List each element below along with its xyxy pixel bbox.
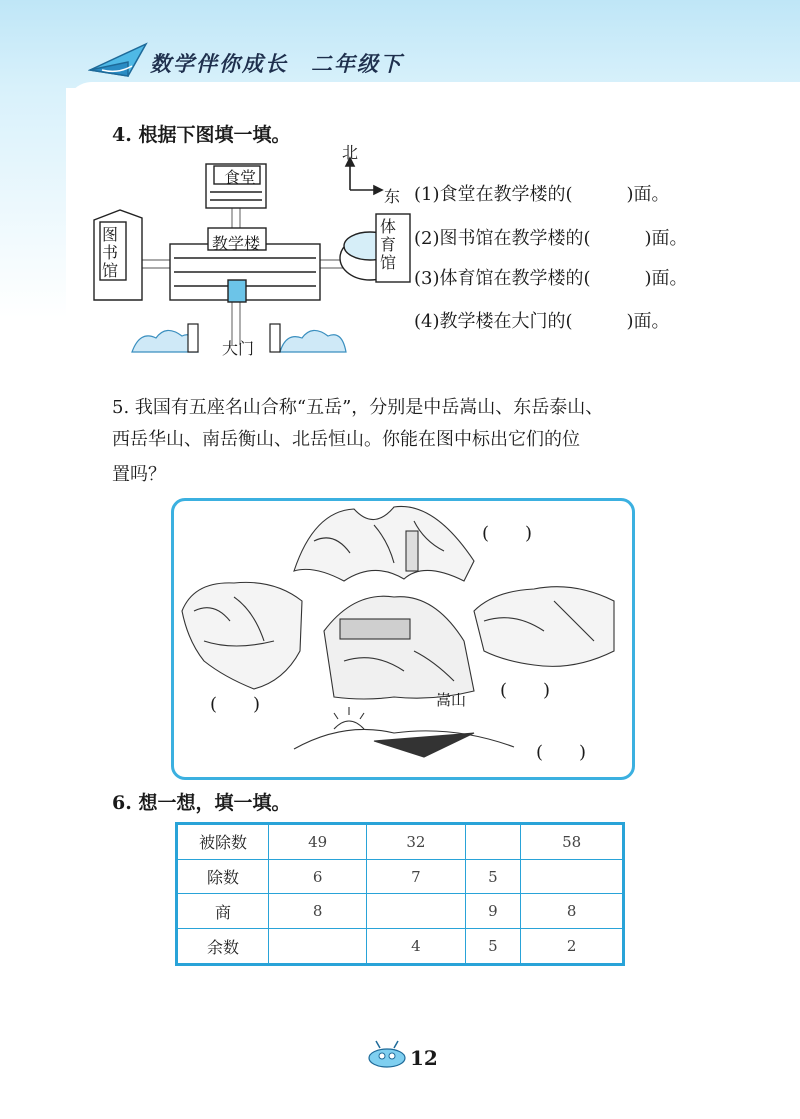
- mountain-answer-west[interactable]: ( ): [210, 694, 261, 715]
- table-row: [177, 824, 624, 860]
- table-cell: 8: [521, 894, 624, 929]
- q4-item-1: (1)食堂在教学楼的( )面。: [414, 184, 670, 205]
- table-cell-blank[interactable]: [521, 859, 624, 894]
- q5-line-2: 西岳华山、南岳衡山、北岳恒山。你能在图中标出它们的位: [112, 429, 580, 450]
- table-cell-blank[interactable]: [465, 824, 521, 860]
- division-table: [175, 822, 625, 966]
- label-songshan: 嵩山: [436, 691, 467, 709]
- q5-line-3: 置吗？: [112, 464, 166, 485]
- q5-line-1: 5. 我国有五座名山合称“五岳”，分别是中岳嵩山、东岳泰山、: [112, 397, 604, 418]
- table-cell: 4: [367, 929, 465, 965]
- row-header: 被除数: [177, 824, 269, 860]
- paper-plane-icon: [88, 40, 150, 80]
- table-cell: 32: [367, 824, 465, 860]
- table-cell: 49: [269, 824, 367, 860]
- q4-title: 4. 根据下图填一填。: [112, 124, 291, 146]
- mascot-icon: [366, 1040, 408, 1070]
- table-cell-blank[interactable]: [269, 929, 367, 965]
- table-row: [177, 929, 624, 965]
- table-cell: 7: [367, 859, 465, 894]
- compass-east: 东: [384, 187, 401, 206]
- side-band: [0, 88, 66, 318]
- header-title: 数学伴你成长 二年级下: [150, 51, 403, 76]
- table-cell-blank[interactable]: [367, 894, 465, 929]
- compass-north: 北: [342, 143, 359, 162]
- label-canteen: 食堂: [224, 168, 257, 187]
- table-cell: 9: [465, 894, 521, 929]
- q4-item-2: (2)图书馆在教学楼的( )面。: [414, 228, 688, 249]
- q6-title: 6. 想一想，填一填。: [112, 792, 291, 814]
- q4-item-4: (4)教学楼在大门的( )面。: [414, 311, 670, 332]
- table-cell: 6: [269, 859, 367, 894]
- row-header: 余数: [177, 929, 269, 965]
- mountain-answer-east[interactable]: ( ): [500, 680, 551, 701]
- table-row: [177, 894, 624, 929]
- mountain-answer-south[interactable]: ( ): [536, 742, 587, 763]
- table-cell: 5: [465, 929, 521, 965]
- label-gym: 体育馆: [380, 217, 397, 272]
- label-gate: 大门: [222, 339, 255, 358]
- table-cell: 5: [465, 859, 521, 894]
- table-cell: 58: [521, 824, 624, 860]
- row-header: 除数: [177, 859, 269, 894]
- q4-item-3: (3)体育馆在教学楼的( )面。: [414, 268, 688, 289]
- table-row: [177, 859, 624, 894]
- label-library: 图书馆: [102, 225, 119, 280]
- table-cell: 8: [269, 894, 367, 929]
- mountain-answer-north[interactable]: ( ): [482, 523, 533, 544]
- label-teaching-building: 教学楼: [212, 234, 261, 253]
- row-header: 商: [177, 894, 269, 929]
- mountains-illustration: [174, 501, 626, 771]
- page-number: 12: [410, 1046, 438, 1070]
- table-cell: 2: [521, 929, 624, 965]
